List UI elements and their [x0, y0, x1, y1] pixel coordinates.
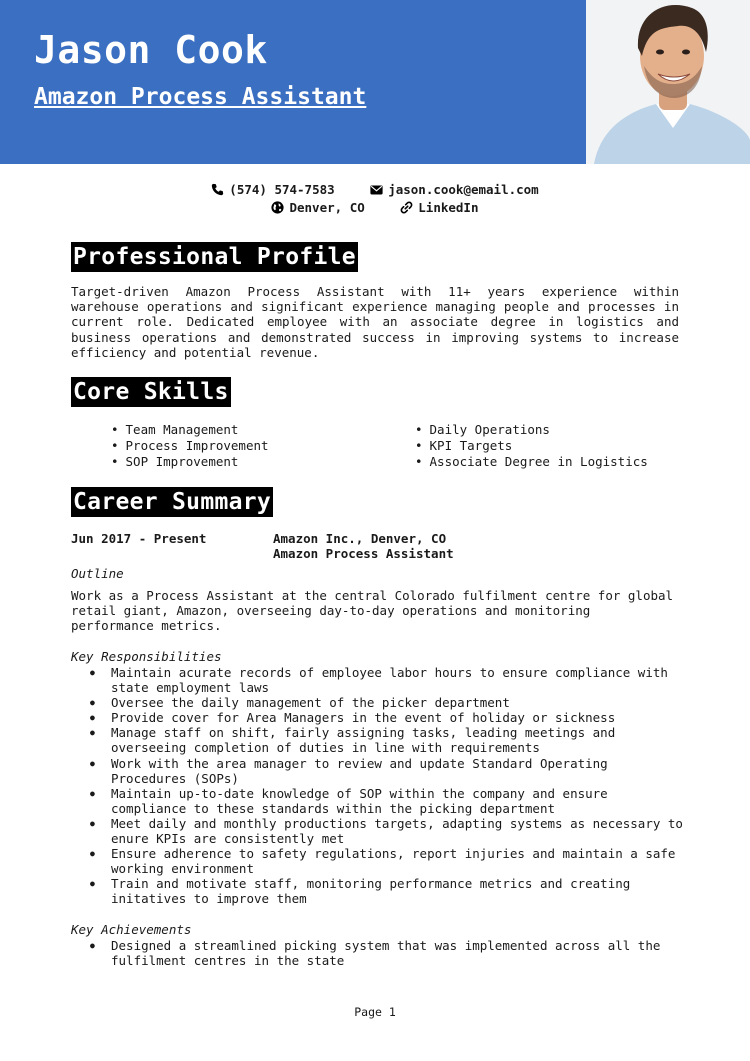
- candidate-name: Jason Cook: [34, 28, 268, 72]
- list-item: ● Maintain acurate records of employee labor hours to ensure compliance with state employment laws: [90, 665, 690, 695]
- responsibilities-list: [90, 665, 690, 907]
- page-number: Page 1: [354, 1005, 396, 1019]
- list-item: ● Maintain up-to-date knowledge of SOP within the company and ensure compliance to these standards within the picking department: [90, 786, 690, 816]
- job-company: Amazon Inc., Denver, CO: [273, 531, 447, 546]
- list-item: ● Oversee the daily management of the picker department: [90, 695, 690, 710]
- skill-item: • KPI Targets: [415, 438, 648, 454]
- list-item: ● Work with the area manager to review and update Standard Operating Procedures (SOPs): [90, 756, 690, 786]
- link-icon: [400, 201, 413, 214]
- achievements-list: [90, 938, 690, 968]
- job-title: Amazon Process Assistant: [34, 84, 367, 110]
- contact-row-2: [0, 199, 750, 217]
- profile-heading: Professional Profile: [73, 244, 356, 270]
- outline-text: Work as a Process Assistant at the central Colorado fulfilment centre for global retail giant, Amazon, overseeing day-to-day operations and monitoring performance metrics.: [71, 588, 674, 634]
- contact-location: [271, 199, 364, 217]
- envelope-icon: [370, 184, 383, 196]
- contact-linkedin[interactable]: [400, 199, 478, 217]
- skills-heading: Core Skills: [73, 379, 229, 405]
- job-role: Amazon Process Assistant: [273, 546, 454, 561]
- list-item: ● Provide cover for Area Managers in the event of holiday or sickness: [90, 710, 690, 725]
- contact-email: [370, 181, 539, 199]
- globe-icon: [271, 201, 284, 214]
- skill-item: • Process Improvement: [111, 438, 269, 454]
- header-banner: [0, 0, 586, 164]
- list-item: ● Designed a streamlined picking system that was implemented across all the fulfilment centres in the state: [90, 938, 690, 968]
- achievements-label: Key Achievements: [71, 922, 192, 937]
- job-dates: Jun 2017 - Present: [71, 531, 207, 546]
- linkedin-link[interactable]: LinkedIn: [418, 200, 479, 215]
- skill-item: • Associate Degree in Logistics: [415, 454, 648, 470]
- list-item: ● Ensure adherence to safety regulations, report injuries and maintain a safe working environment: [90, 846, 690, 876]
- contact-phone: [211, 181, 334, 199]
- list-item: ● Train and motivate staff, monitoring performance metrics and creating initatives to improve them: [90, 876, 690, 906]
- skill-item: • SOP Improvement: [111, 454, 269, 470]
- profile-text: Target-driven Amazon Process Assistant with 11+ years experience within warehouse operations and significant experience managing people and processes in current role. Dedicated employee with an associate degree in logistics and business operations and demonstrated success in improving systems to increase efficiency and potential revenue.: [71, 284, 679, 360]
- responsibilities-label: Key Responsibilities: [71, 649, 222, 664]
- list-item: ● Manage staff on shift, fairly assigning tasks, leading meetings and overseeing completion of duties in line with requirements: [90, 725, 690, 755]
- phone-icon: [211, 183, 224, 196]
- location-text: Denver, CO: [289, 200, 365, 215]
- skills-list-right: [415, 422, 648, 471]
- skill-item: • Team Management: [111, 422, 269, 438]
- phone-number: (574) 574-7583: [229, 182, 335, 197]
- outline-label: Outline: [71, 566, 124, 581]
- contact-row-1: [0, 181, 750, 199]
- skills-list-left: [111, 422, 269, 471]
- email-address: jason.cook@email.com: [388, 182, 539, 197]
- profile-photo: [586, 0, 750, 164]
- skill-item: • Daily Operations: [415, 422, 648, 438]
- list-item: ● Meet daily and monthly productions targets, adapting systems as necessary to enure KPIs are consistently met: [90, 816, 690, 846]
- career-heading: Career Summary: [73, 489, 272, 515]
